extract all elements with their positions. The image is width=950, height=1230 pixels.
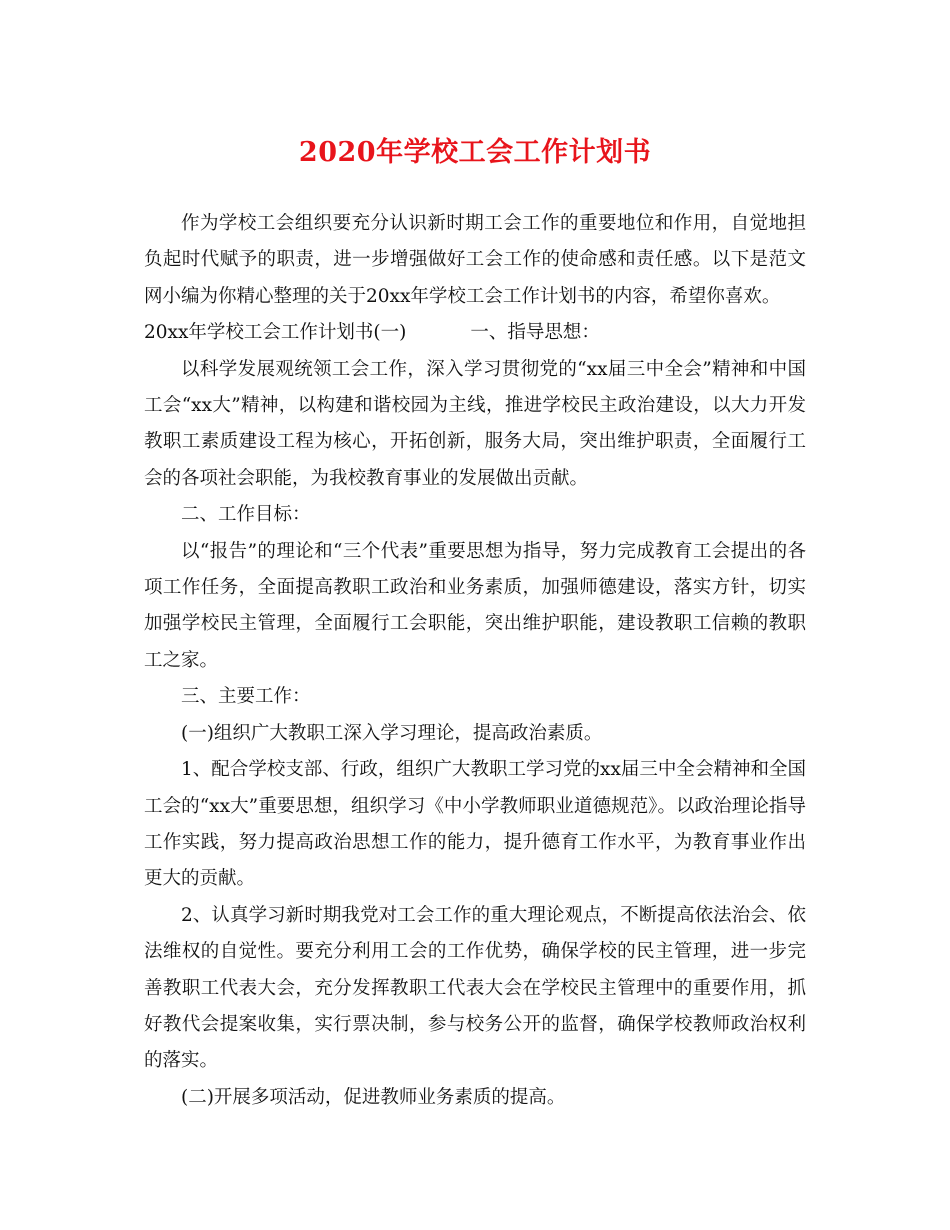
section3-heading: 三、主要工作： — [181, 686, 311, 708]
subsection1-heading: (一)组织广大教职工深入学习理论，提高政治素质。 — [181, 722, 603, 744]
list-item-1: 1、配合学校支部、行政，组织广大教职工学习党的xx届三中全会精神和全国工会的“xx大”重要思想，组织学习《中小学教师职业道德规范》。以政治理论指导工作实践，努力提高政治思想工作的能力，提升德育工作水平，为教育事业作出更大的贡献。 — [144, 759, 806, 890]
subtitle-line — [144, 315, 806, 351]
plan-subtitle: 20xx年学校工会工作计划书(一) — [144, 322, 407, 344]
section2-body: 以“报告”的理论和“三个代表”重要思想为指导，努力完成教育工会提出的各项工作任务，全面提高教职工政治和业务素质，加强师德建设，落实方针，切实加强学校民主管理，全面履行工会职能，突出维护职能，建设教职工信赖的教职工之家。 — [144, 540, 806, 671]
section2-heading: 二、工作目标： — [181, 504, 311, 526]
list-item-2: 2、认真学习新时期我党对工会工作的重大理论观点，不断提高依法治会、依法维权的自觉性。要充分利用工会的工作优势，确保学校的民主管理，进一步完善教职工代表大会，充分发挥教职工代表大会在学校民主管理中的重要作用，抓好教代会提案收集，实行票决制，参与校务公开的监督，确保学校教师政治权利的落实。 — [144, 904, 806, 1072]
document-title: 2020年学校工会工作计划书 — [298, 137, 652, 168]
section1-body: 以科学发展观统领工会工作，深入学习贯彻党的“xx届三中全会”精神和中国工会“xx大”精神，以构建和谐校园为主线，推进学校民主政治建设，以大力开发教职工素质建设工程为核心，开拓创新，服务大局，突出维护职责，全面履行工会的各项社会职能，为我校教育事业的发展做出贡献。 — [144, 358, 806, 489]
intro-paragraph: 作为学校工会组织要充分认识新时期工会工作的重要地位和作用，自觉地担负起时代赋予的职责，进一步增强做好工会工作的使命感和责任感。以下是范文网小编为你精心整理的关于20xx年学校工会工作计划书的内容，希望你喜欢。 — [144, 213, 806, 307]
subsection2-heading: (二)开展多项活动，促进教师业务素质的提高。 — [181, 1086, 566, 1108]
document-body — [144, 206, 806, 1116]
section1-heading: 一、指导思想： — [470, 322, 600, 344]
